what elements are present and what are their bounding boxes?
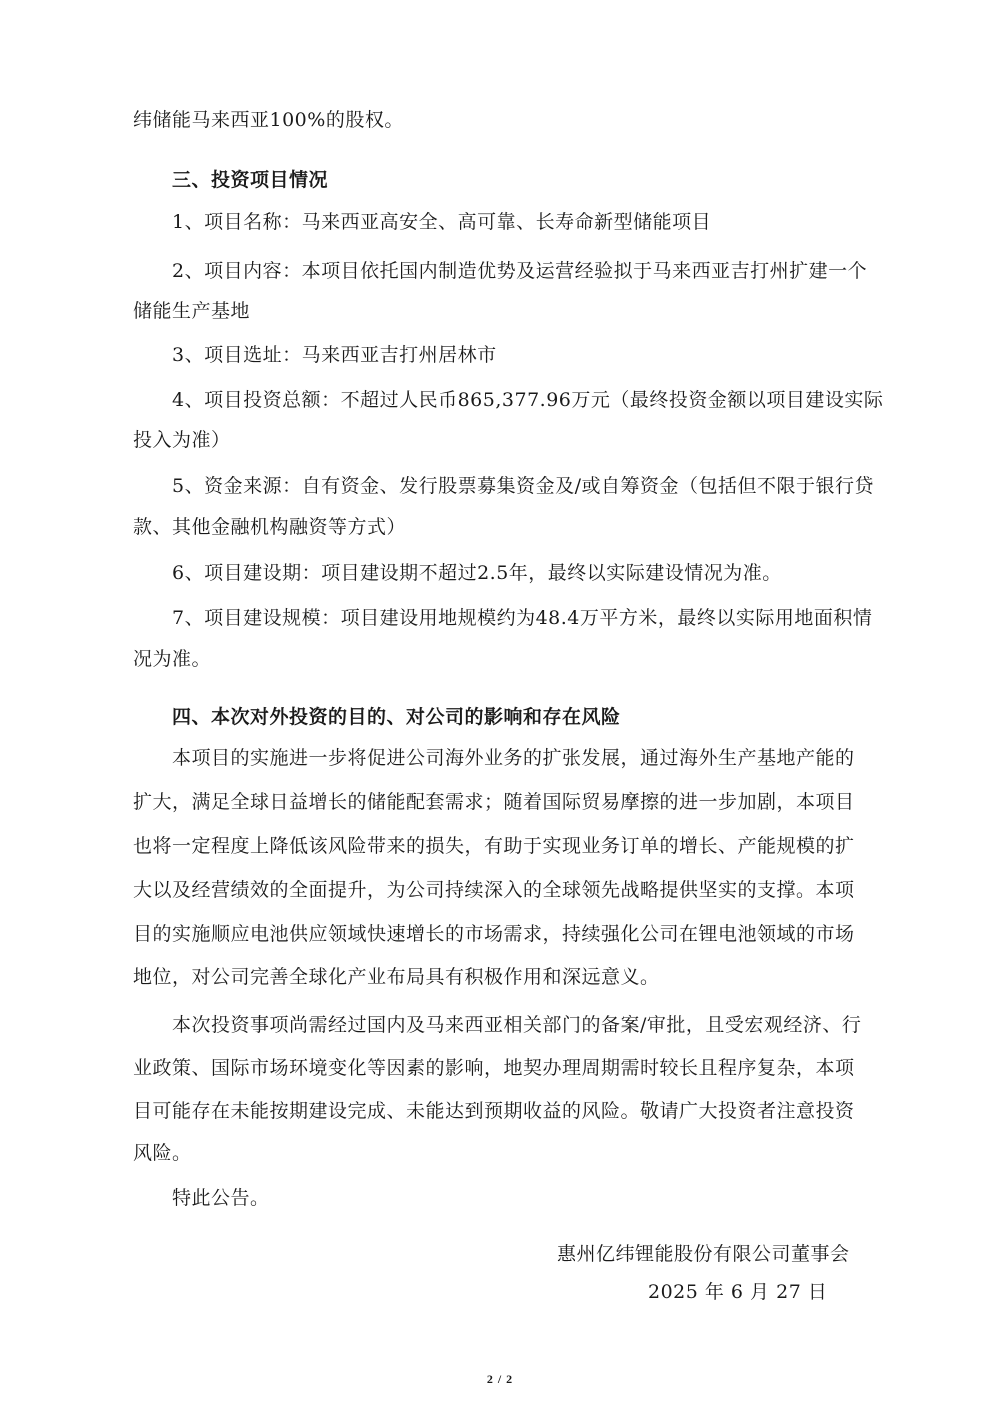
paragraph-line: 业政策、国际市场环境变化等因素的影响，地契办理周期需时较长且程序复杂，本项	[133, 1057, 855, 1079]
paragraph-line: 地位，对公司完善全球化产业布局具有积极作用和深远意义。	[133, 966, 660, 988]
section-heading-investment-project: 三、投资项目情况	[172, 169, 329, 191]
item-project-content-continued: 储能生产基地	[133, 300, 251, 322]
item-construction-scale: 7、项目建设规模：项目建设用地规模约为48.4万平方米，最终以实际用地面积情	[172, 607, 873, 629]
paragraph-line: 目可能存在未能按期建设完成、未能达到预期收益的风险。敬请广大投资者注意投资	[133, 1100, 855, 1122]
item-funding-source: 5、资金来源：自有资金、发行股票募集资金及/或自筹资金（包括但不限于银行贷	[172, 475, 874, 497]
item-project-content: 2、项目内容：本项目依托国内制造优势及运营经验拟于马来西亚吉打州扩建一个	[172, 260, 868, 282]
paragraph-line: 风险。	[133, 1142, 192, 1164]
item-project-location: 3、项目选址：马来西亚吉打州居林市	[172, 344, 497, 366]
item-funding-source-continued: 款、其他金融机构融资等方式）	[133, 516, 407, 538]
paragraph-line: 扩大，满足全球日益增长的储能配套需求；随着国际贸易摩擦的进一步加剧，本项目	[133, 791, 855, 813]
paragraph-line: 目的实施顺应电池供应领域快速增长的市场需求，持续强化公司在锂电池领域的市场	[133, 923, 855, 945]
signature-date: 2025 年 6 月 27 日	[648, 1281, 828, 1303]
paragraph-line: 大以及经营绩效的全面提升，为公司持续深入的全球领先战略提供坚实的支撑。本项	[133, 879, 855, 901]
item-construction-period: 6、项目建设期：项目建设期不超过2.5年，最终以实际建设情况为准。	[172, 562, 782, 584]
section-heading-purpose-impact-risk: 四、本次对外投资的目的、对公司的影响和存在风险	[172, 706, 621, 728]
item-construction-scale-continued: 况为准。	[133, 648, 212, 670]
item-project-name: 1、项目名称：马来西亚高安全、高可靠、长寿命新型储能项目	[172, 211, 712, 233]
paragraph-line: 本项目的实施进一步将促进公司海外业务的扩张发展，通过海外生产基地产能的	[172, 747, 855, 769]
paragraph-line: 也将一定程度上降低该风险带来的损失，有助于实现业务订单的增长、产能规模的扩	[133, 835, 855, 857]
paragraph-line: 纬储能马来西亚100%的股权。	[133, 109, 404, 131]
page-number: 2 / 2	[486, 1372, 514, 1386]
item-project-investment-continued: 投入为准）	[133, 429, 231, 451]
paragraph-line: 本次投资事项尚需经过国内及马来西亚相关部门的备案/审批，且受宏观经济、行	[172, 1014, 862, 1036]
item-project-investment: 4、项目投资总额：不超过人民币865,377.96万元（最终投资金额以项目建设实际	[172, 389, 884, 411]
closing-statement: 特此公告。	[172, 1187, 270, 1209]
signature-company: 惠州亿纬锂能股份有限公司董事会	[557, 1243, 850, 1265]
